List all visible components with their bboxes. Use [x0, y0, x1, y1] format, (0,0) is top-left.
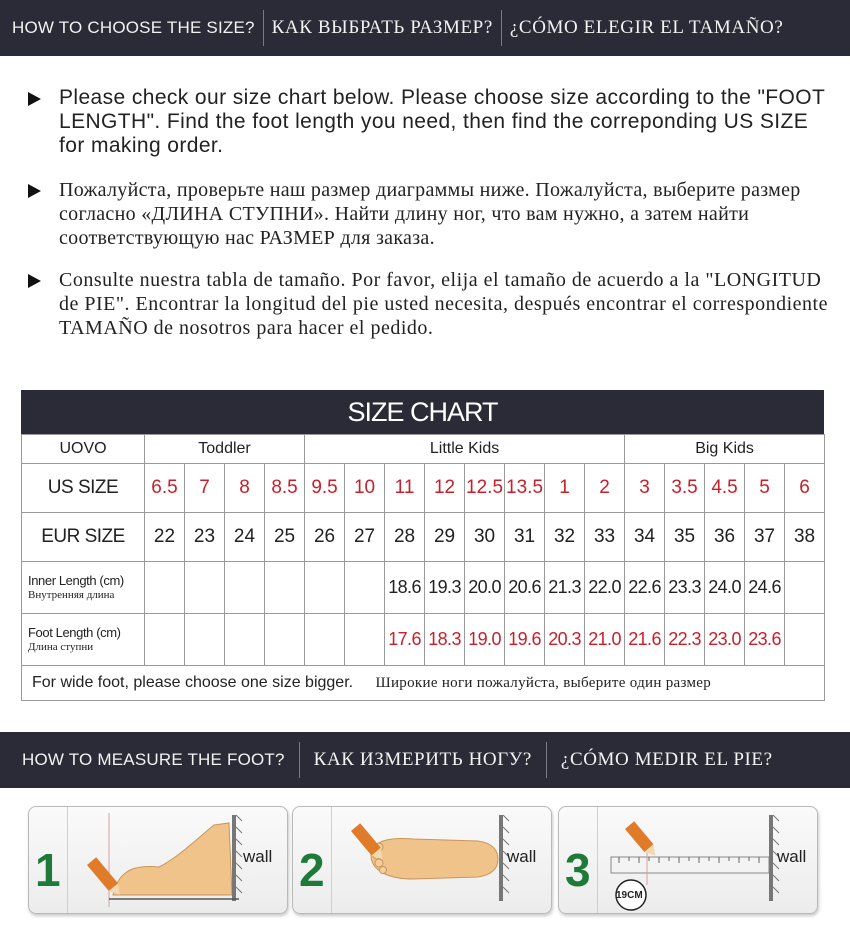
foot-length-cell: 19.0	[465, 614, 505, 666]
inner-length-cell	[145, 562, 185, 614]
brand-cell: UOVO	[22, 435, 145, 464]
foot-length-cell	[305, 614, 345, 666]
eur-size-row	[22, 513, 825, 562]
foot-length-cell	[145, 614, 185, 666]
eur-size-cell: 36	[705, 513, 745, 562]
inner-length-cell: 20.0	[465, 562, 505, 614]
instruction-text-en: Please check our size chart below. Please choose size according to the "FOOT LENGTH". Find the foot length you need, then find the correponding US SIZE for making order.	[59, 86, 825, 157]
size-table	[21, 434, 825, 701]
eur-size-cell: 37	[745, 513, 785, 562]
measure-step-1	[28, 806, 288, 914]
us-size-cell: 12.5	[465, 464, 505, 513]
instruction-text-ru: Пожалуйста, проверьте наш размер диаграммы ниже. Пожалуйста, выберите размер согласно «ДЛИНА СТУПНИ». Найти длину ног, что вам нужно, а затем найти соответствующую нас РАЗМЕР для заказа.	[59, 179, 801, 249]
eur-size-cell: 26	[305, 513, 345, 562]
eur-size-cell: 24	[225, 513, 265, 562]
instruction-text-es: Consulte nuestra tabla de tamaño. Por favor, elija el tamaño de acuerdo a la "LONGITUD de PIE". Encontrar la longitud del pie usted necesita, después encontrar el correspondiente TAMAÑO de nosotros para hacer el pedido.	[59, 269, 828, 339]
foot-length-cell: 22.3	[665, 614, 705, 666]
foot-length-cell: 23.6	[745, 614, 785, 666]
eur-size-cell: 28	[385, 513, 425, 562]
size-chart	[21, 390, 824, 701]
wall-label: wall	[777, 847, 807, 866]
us-size-cell: 7	[185, 464, 225, 513]
inner-length-cell	[185, 562, 225, 614]
us-size-cell: 3	[625, 464, 665, 513]
inner-length-cell: 22.0	[585, 562, 625, 614]
wall-label: wall	[243, 847, 273, 866]
instruction-es	[28, 268, 828, 340]
inner-length-label-ru: Внутренняя длина	[28, 588, 115, 601]
us-size-cell: 2	[585, 464, 625, 513]
wide-foot-note-row	[22, 666, 825, 701]
eur-size-cell: 31	[505, 513, 545, 562]
us-size-cell: 12	[425, 464, 465, 513]
instruction-ru	[28, 178, 828, 250]
foot-length-cell	[345, 614, 385, 666]
banner-title-ru: КАК ВЫБРАТЬ РАЗМЕР?	[271, 17, 493, 38]
wide-foot-note-en: For wide foot, please choose one size bigger.	[32, 674, 354, 691]
foot-length-cell: 21.0	[585, 614, 625, 666]
banner-title-es: ¿CÓMO ELEGIR EL TAMAÑO?	[509, 17, 784, 38]
wide-foot-note-ru: Широкие ноги пожалуйста, выберите один размер	[375, 675, 712, 691]
inner-length-cell: 24.0	[705, 562, 745, 614]
us-size-cell: 4.5	[705, 464, 745, 513]
size-chart-title: SIZE CHART	[21, 390, 824, 434]
foot-length-label	[22, 614, 145, 666]
step-number: 3	[565, 844, 591, 896]
inner-length-cell	[785, 562, 825, 614]
us-size-label: US SIZE	[22, 464, 145, 513]
us-size-row	[22, 464, 825, 513]
banner-divider	[263, 10, 264, 46]
foot-length-cell	[265, 614, 305, 666]
measure-readout: 19CM	[616, 890, 643, 901]
us-size-cell: 8.5	[265, 464, 305, 513]
eur-size-cell: 32	[545, 513, 585, 562]
inner-length-cell	[305, 562, 345, 614]
wall-label: wall	[507, 847, 537, 866]
measure-step-2	[292, 806, 552, 914]
eur-size-cell: 23	[185, 513, 225, 562]
us-size-cell: 13.5	[505, 464, 545, 513]
banner-divider	[299, 742, 300, 778]
foot-length-label-en: Foot Length (cm)	[28, 624, 121, 640]
inner-length-cell: 24.6	[745, 562, 785, 614]
eur-size-cell: 34	[625, 513, 665, 562]
measure-title-en: HOW TO MEASURE THE FOOT?	[22, 750, 285, 769]
us-size-cell: 10	[345, 464, 385, 513]
bullet-arrow-icon	[28, 92, 41, 106]
us-size-cell: 8	[225, 464, 265, 513]
inner-length-row	[22, 562, 825, 614]
size-group-row	[22, 435, 825, 464]
measure-guide-banner	[0, 732, 850, 788]
foot-length-cell: 18.3	[425, 614, 465, 666]
eur-size-cell: 29	[425, 513, 465, 562]
inner-length-cell	[345, 562, 385, 614]
inner-length-cell: 20.6	[505, 562, 545, 614]
eur-size-label: EUR SIZE	[22, 513, 145, 562]
measure-steps	[0, 806, 850, 916]
step-number: 1	[35, 844, 61, 896]
measure-title-es: ¿CÓMO MEDIR EL PIE?	[560, 749, 773, 770]
foot-length-cell	[185, 614, 225, 666]
foot-length-cell	[785, 614, 825, 666]
measure-title-ru: КАК ИЗМЕРИТЬ НОГУ?	[313, 749, 532, 770]
eur-size-cell: 22	[145, 513, 185, 562]
inner-length-cell	[225, 562, 265, 614]
foot-length-cell: 19.6	[505, 614, 545, 666]
inner-length-cell: 23.3	[665, 562, 705, 614]
inner-length-cell: 18.6	[385, 562, 425, 614]
instruction-en	[28, 86, 828, 158]
size-guide-banner	[0, 0, 850, 56]
us-size-cell: 3.5	[665, 464, 705, 513]
bullet-arrow-icon	[28, 274, 41, 288]
banner-title-en: HOW TO CHOOSE THE SIZE?	[12, 18, 255, 37]
eur-size-cell: 38	[785, 513, 825, 562]
inner-length-cell: 21.3	[545, 562, 585, 614]
eur-size-cell: 27	[345, 513, 385, 562]
eur-size-cell: 25	[265, 513, 305, 562]
eur-size-cell: 30	[465, 513, 505, 562]
us-size-cell: 1	[545, 464, 585, 513]
inner-length-label-en: Inner Length (cm)	[28, 572, 124, 588]
foot-length-label-ru: Длина ступни	[28, 640, 94, 653]
inner-length-cell: 22.6	[625, 562, 665, 614]
banner-divider	[501, 10, 502, 46]
foot-length-cell: 17.6	[385, 614, 425, 666]
us-size-cell: 6.5	[145, 464, 185, 513]
group-big-kids: Big Kids	[625, 435, 825, 464]
us-size-cell: 6	[785, 464, 825, 513]
foot-length-cell	[225, 614, 265, 666]
measure-step-3	[558, 806, 818, 914]
inner-length-cell	[265, 562, 305, 614]
foot-length-cell: 21.6	[625, 614, 665, 666]
group-little-kids: Little Kids	[305, 435, 625, 464]
step-number: 2	[299, 844, 325, 896]
bullet-arrow-icon	[28, 184, 41, 198]
inner-length-cell: 19.3	[425, 562, 465, 614]
foot-length-cell: 23.0	[705, 614, 745, 666]
inner-length-label	[22, 562, 145, 614]
us-size-cell: 11	[385, 464, 425, 513]
wide-foot-note	[22, 666, 825, 701]
banner-divider	[546, 742, 547, 778]
group-toddler: Toddler	[145, 435, 305, 464]
eur-size-cell: 33	[585, 513, 625, 562]
foot-length-cell: 20.3	[545, 614, 585, 666]
us-size-cell: 5	[745, 464, 785, 513]
us-size-cell: 9.5	[305, 464, 345, 513]
foot-length-row	[22, 614, 825, 666]
eur-size-cell: 35	[665, 513, 705, 562]
